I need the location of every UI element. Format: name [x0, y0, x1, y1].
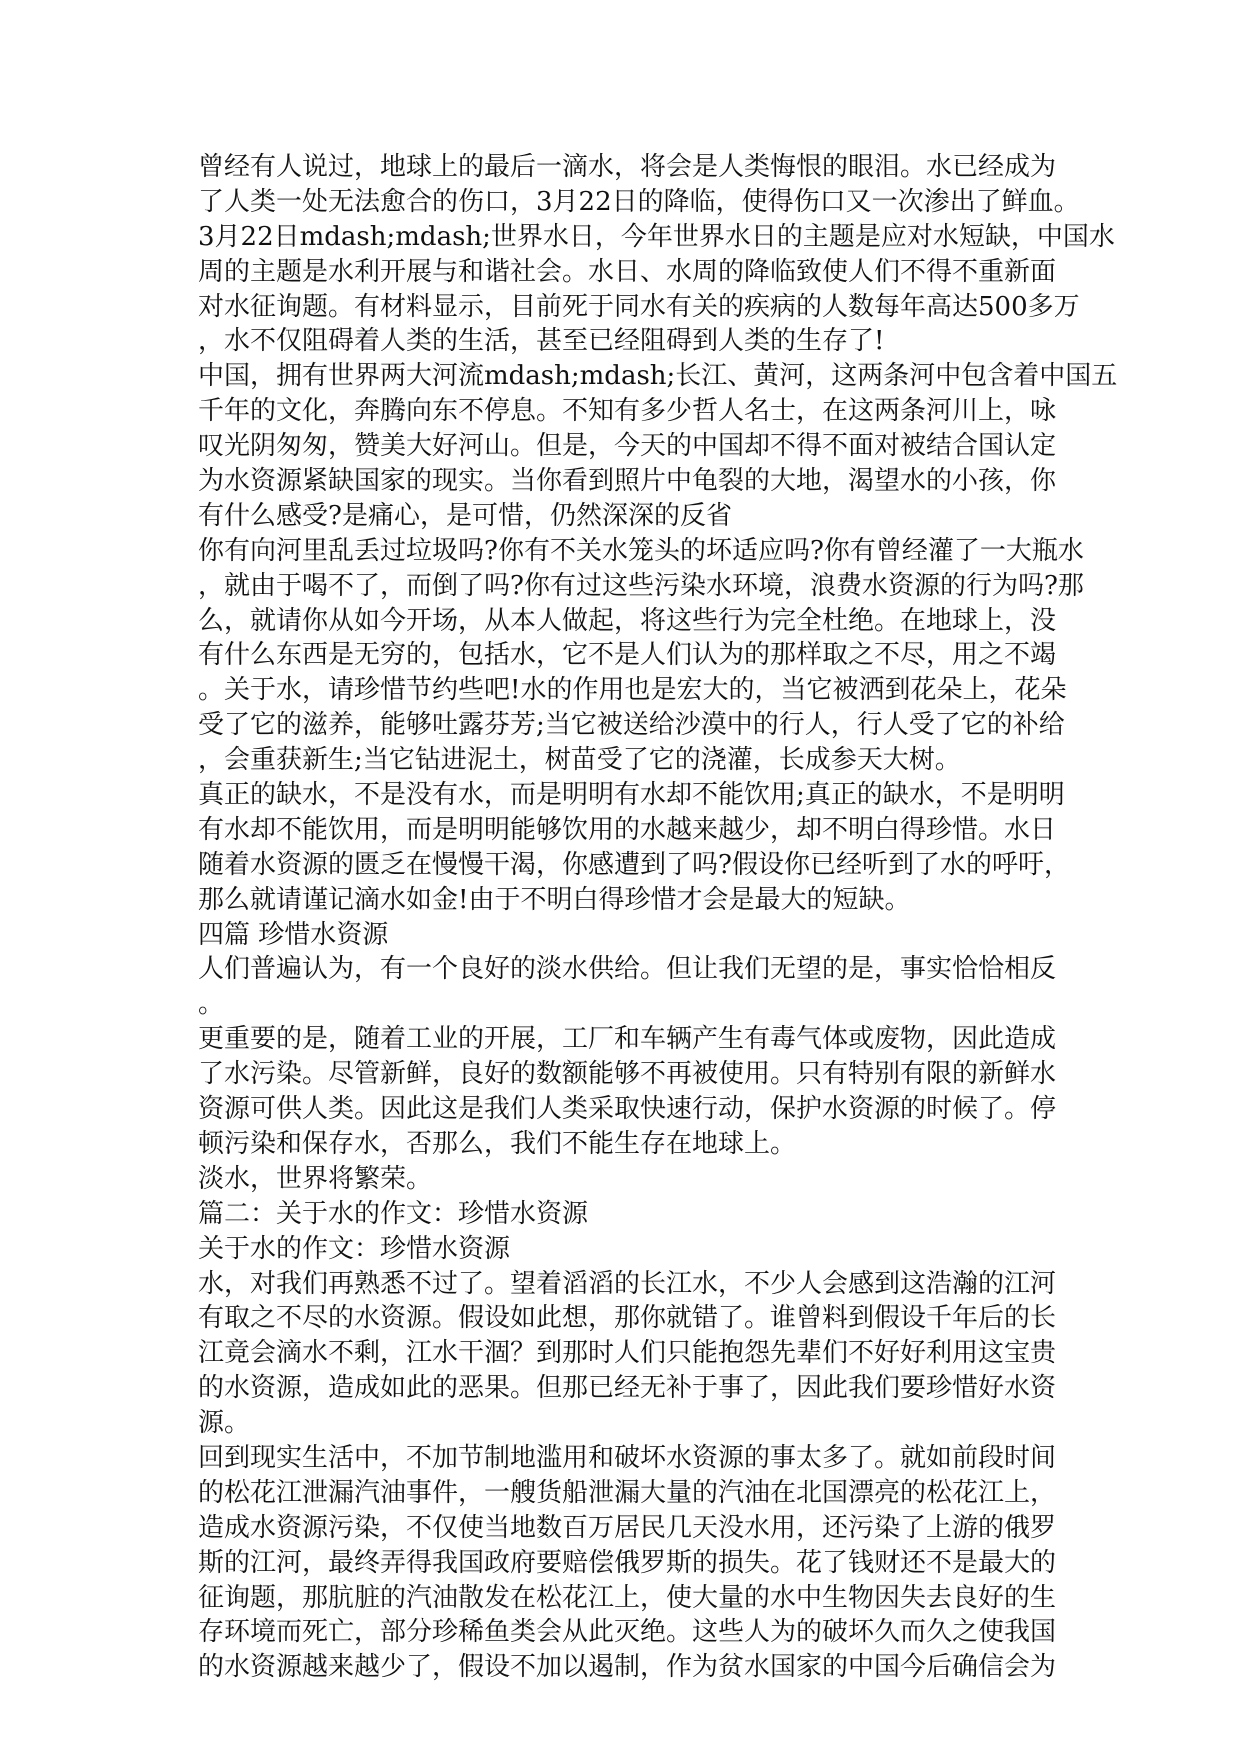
text-line: 回到现实生活中，不加节制地滥用和破坏水资源的事太多了。就如前段时间 [198, 1442, 1057, 1473]
text-line: 周的主题是水利开展与和谐社会。水日、水周的降临致使人们不得不重新面 [198, 256, 1057, 287]
text-line: 千年的文化，奔腾向东不停息。不知有多少哲人名士，在这两条河川上，咏 [198, 396, 1057, 427]
text-line: 有水却不能饮用，而是明明能够饮用的水越来越少，却不明白得珍惜。水日 [198, 814, 1057, 845]
text-line: 顿污染和保存水，否那么，我们不能生存在地球上。 [198, 1128, 797, 1159]
text-line: 江竟会滴水不剩，江水干涸？到那时人们只能抱怨先辈们不好好利用这宝贵 [198, 1338, 1057, 1369]
text-line: 中国，拥有世界两大河流mdash;mdash;长江、黄河，这两条河中包含着中国五 [198, 361, 1118, 392]
text-line: 。 [198, 989, 225, 1020]
text-line: 你有向河里乱丢过垃圾吗?你有不关水笼头的坏适应吗?你有曾经灌了一大瓶水 [198, 535, 1084, 566]
text-line: 曾经有人说过，地球上的最后一滴水，将会是人类悔恨的眼泪。水已经成为 [198, 152, 1057, 182]
text-line: 叹光阴匆匆，赞美大好河山。但是，今天的中国却不得不面对被结合国认定 [198, 431, 1057, 462]
text-line: 更重要的是，随着工业的开展，工厂和车辆产生有毒气体或废物，因此造成 [198, 1024, 1057, 1055]
text-line: 斯的江河，最终弄得我国政府要赔偿俄罗斯的损失。花了钱财还不是最大的 [198, 1547, 1057, 1578]
section-heading: 四篇 珍惜水资源 [198, 919, 389, 950]
text-line: 人们普遍认为，有一个良好的淡水供给。但让我们无望的是，事实恰恰相反 [198, 954, 1057, 985]
text-line: 水，对我们再熟悉不过了。望着滔滔的长江水，不少人会感到这浩瀚的江河 [198, 1268, 1057, 1299]
text-line: ，就由于喝不了，而倒了吗?你有过这些污染水环境，浪费水资源的行为吗?那 [198, 570, 1084, 601]
text-line: ，水不仅阻碍着人类的生活，甚至已经阻碍到人类的生存了! [198, 326, 885, 357]
text-line: 受了它的滋养，能够吐露芬芳;当它被送给沙漠中的行人，行人受了它的补给 [198, 710, 1065, 741]
text-line: 么，就请你从如今开场，从本人做起，将这些行为完全杜绝。在地球上，没 [198, 605, 1057, 636]
text-line: 有什么感受?是痛心，是可惜，仍然深深的反省 [198, 500, 732, 531]
text-line: 的水资源，造成如此的恶果。但那已经无补于事了，因此我们要珍惜好水资 [198, 1373, 1057, 1404]
text-line: 存环境而死亡，部分珍稀鱼类会从此灭绝。这些人为的破坏久而久之使我国 [198, 1617, 1057, 1648]
text-line: 有什么东西是无穷的，包括水，它不是人们认为的那样取之不尽，用之不竭 [198, 640, 1057, 671]
text-line: 那么就请谨记滴水如金!由于不明白得珍惜才会是最大的短缺。 [198, 884, 911, 915]
text-line: 资源可供人类。因此这是我们人类采取快速行动，保护水资源的时候了。停 [198, 1094, 1057, 1125]
text-line: 。关于水，请珍惜节约些吧!水的作用也是宏大的，当它被洒到花朵上，花朵 [198, 675, 1067, 706]
text-line: 了人类一处无法愈合的伤口，3月22日的降临，使得伤口又一次渗出了鲜血。 [198, 186, 1080, 217]
section-heading: 关于水的作文：珍惜水资源 [198, 1233, 511, 1264]
text-line: 了水污染。尽管新鲜，良好的数额能够不再被使用。只有特别有限的新鲜水 [198, 1059, 1057, 1090]
text-line: 的松花江泄漏汽油事件，一艘货船泄漏大量的汽油在北国漂亮的松花江上， [198, 1477, 1057, 1508]
section-heading: 篇二：关于水的作文：珍惜水资源 [198, 1198, 589, 1229]
text-line: 源。 [198, 1408, 251, 1439]
text-line: 为水资源紧缺国家的现实。当你看到照片中龟裂的大地，渴望水的小孩，你 [198, 466, 1057, 497]
document-body [198, 150, 1118, 1685]
text-line: 真正的缺水，不是没有水，而是明明有水却不能饮用;真正的缺水，不是明明 [198, 780, 1065, 811]
text-line: 有取之不尽的水资源。假设如此想，那你就错了。谁曾料到假设千年后的长 [198, 1303, 1057, 1334]
text-line: 造成水资源污染，不仅使当地数百万居民几天没水用，还污染了上游的俄罗 [198, 1512, 1057, 1543]
text-line: ，会重获新生;当它钻进泥土，树苗受了它的浇灌，长成参天大树。 [198, 745, 961, 776]
text-line: 对水征询题。有材料显示，目前死于同水有关的疾病的人数每年高达500多万 [198, 291, 1080, 322]
text-line: 3月22日mdash;mdash;世界水日，今年世界水日的主题是应对水短缺，中国水 [198, 221, 1115, 252]
text-line: 淡水，世界将繁荣。 [198, 1163, 433, 1194]
text-line: 的水资源越来越少了，假设不加以遏制，作为贫水国家的中国今后确信会为 [198, 1652, 1057, 1683]
text-line: 随着水资源的匮乏在慢慢干渴，你感遭到了吗?假设你已经听到了水的呼吁， [198, 849, 1070, 880]
text-line: 征询题，那肮脏的汽油散发在松花江上，使大量的水中生物因失去良好的生 [198, 1582, 1057, 1613]
